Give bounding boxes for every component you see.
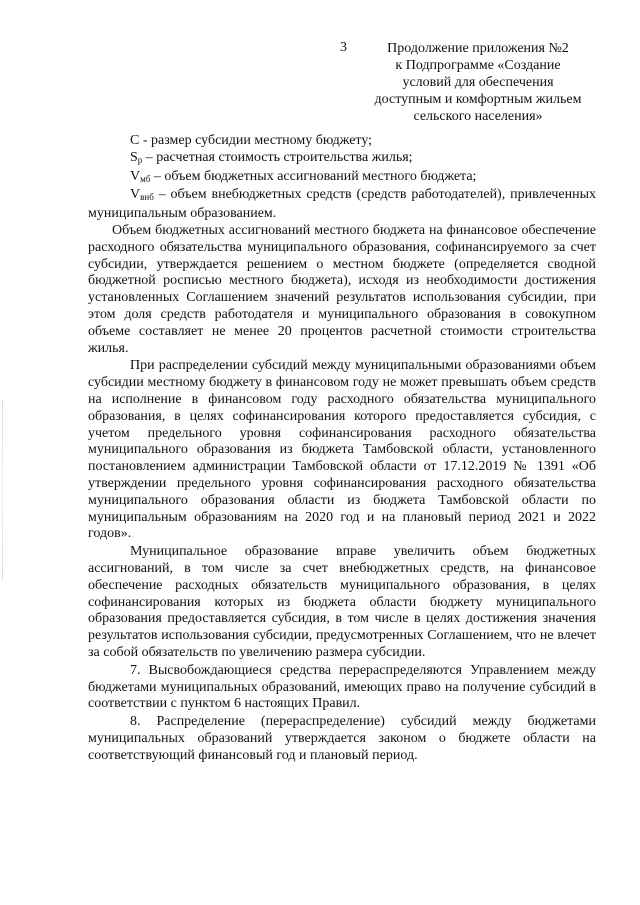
appendix-line: условий для обеспечения: [402, 75, 554, 90]
definition-text: – объем внебюджетных средств (средств работодателей), привлеченных муниципальным образованием.: [88, 187, 596, 222]
definition-text: – расчетная стоимость строительства жилья;: [142, 149, 413, 165]
appendix-line: Продолжение приложения №2: [387, 41, 569, 56]
paragraph-distribution: При распределении субсидий между муниципальными образованиями объем субсидии местному бюджету в финансовом году не может превышать объем средств на исполнение в финансовом году расходного обязательства муниципального образования, в целях софинансирования которого предоставляется субсидия, с учетом предельного уровня софинансирования расходного обязательства муниципального образования из бюджета Тамбовской области, установленного постановлением администрации Тамбовской области от 17.12.2019 № 1391 «Об утверждении предельного уровня софинансирования расходного обязательства муниципального образования области из бюджета Тамбовской области по муниципальным образованиям на 2020 год и на плановый период 2021 и 2022 годов».: [88, 358, 596, 542]
paragraph-local-budget: Объем бюджетных ассигнований местного бюджета на финансовое обеспечение расходного обязательства муниципального образования, софинансируемого за счет субсидии, утверждается решением о местном бюджете (определяется сводной бюджетной росписью местного бюджета), исходя из необходимости достижения установленных Соглашением значений результатов использования субсидии, при этом доля средств работодателя и муниципального образования в совокупном объеме составляет не менее 20 процентов расчетной стоимости строительства жилья.: [88, 222, 596, 356]
scan-margin-mark: [2, 400, 3, 580]
symbol-subscript: р: [137, 154, 143, 165]
appendix-line: сельского населения»: [413, 109, 543, 124]
page-number: 3: [340, 40, 347, 55]
definition-vvnb: [88, 187, 596, 223]
symbol: V: [130, 187, 141, 203]
document-body: [88, 133, 596, 764]
definition-sp: [88, 150, 596, 169]
symbol-subscript: внб: [140, 192, 154, 203]
symbol: V: [130, 168, 141, 184]
appendix-header: [368, 40, 588, 125]
symbol-subscript: мб: [140, 173, 151, 184]
definition-c: С - размер субсидии местному бюджету;: [130, 133, 373, 148]
definition-text: – объем бюджетных ассигнований местного бюджета;: [150, 168, 477, 184]
appendix-line: доступным и комфортным жильем: [374, 92, 582, 107]
symbol: S: [130, 149, 138, 165]
appendix-line: к Подпрограмме «Создание: [395, 58, 561, 73]
paragraph-item-8: 8. Распределение (перераспределение) субсидий между бюджетами муниципальных образований утверждается законом о бюджете области на соответствующий финансовый год и плановый период.: [88, 714, 596, 763]
paragraph-item-7: 7. Высвобождающиеся средства перераспределяются Управлением между бюджетами муниципальных образований, имеющих право на получение субсидий в соответствии с пунктом 6 настоящих Правил.: [88, 662, 596, 712]
paragraph-municipal-right: Муниципальное образование вправе увеличить объем бюджетных ассигнований, в том числе за счет внебюджетных средств, на финансовое обеспечение расходных обязательств муниципального образования, в целях софинансирования которых из бюджета области бюджету муниципального образования предоставляется субсидия, в том числе в целях достижения значения результатов использования субсидии, предусмотренных Соглашением, что не влечет за собой обязательств по увеличению размера субсидии.: [88, 544, 596, 660]
definition-vmb: [88, 169, 596, 188]
